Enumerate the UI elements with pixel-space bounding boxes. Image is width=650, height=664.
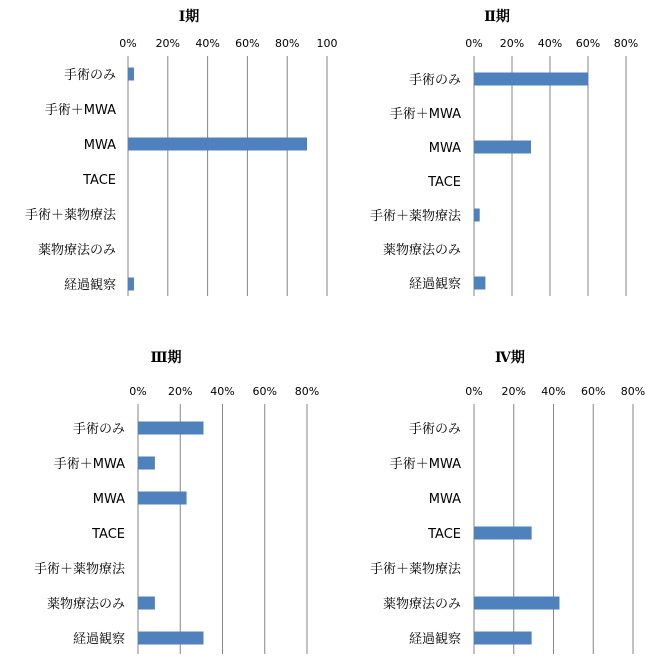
chart-2-category-label: 手術＋MWA	[389, 107, 461, 122]
chart-2-tick-label: 0%	[465, 37, 483, 50]
chart-1-bar	[128, 68, 134, 81]
chart-2-tick-label: 20%	[499, 37, 525, 50]
chart-4-category-label: MWA	[428, 492, 461, 507]
chart-2-bar	[474, 277, 485, 290]
chart-1-category-label: TACE	[83, 173, 116, 188]
chart-3-tick-label: 80%	[294, 385, 320, 398]
chart-1-title: Ⅰ期	[178, 9, 200, 25]
chart-1-tick-label: 80%	[274, 37, 300, 50]
chart-1-tick-label: 0%	[119, 37, 137, 50]
chart-3-bar	[138, 457, 155, 470]
chart-3-bar	[138, 632, 203, 645]
chart-1-category-label: 手術＋MWA	[44, 103, 116, 118]
chart-1-category-label: MWA	[83, 138, 116, 153]
chart-4-category-label: TACE	[428, 527, 461, 542]
chart-2-tick-label: 80%	[613, 37, 639, 50]
chart-2-tick-label: 40%	[537, 37, 563, 50]
chart-1-bar	[128, 278, 134, 291]
chart-3-bar	[138, 492, 187, 505]
chart-3-category-label: MWA	[92, 492, 125, 507]
chart-3-tick-label: 60%	[252, 385, 277, 398]
chart-4-tick-label: 0%	[465, 385, 483, 398]
chart-3-tick-label: 0%	[129, 385, 147, 398]
chart-3-tick-label: 40%	[210, 385, 235, 398]
chart-2-category-label: 薬物療法のみ	[382, 243, 461, 258]
chart-4-bar	[474, 632, 532, 645]
chart-3-category-label: 薬物療法のみ	[46, 597, 125, 612]
chart-1-category-label: 経過観察	[63, 278, 116, 293]
chart-4-tick-label: 80%	[620, 385, 646, 398]
chart-2-category-label: 経過観察	[408, 277, 461, 292]
chart-4-tick-label: 40%	[541, 385, 566, 398]
chart-2-tick-label: 60%	[575, 37, 601, 50]
chart-3-category-label: 手術＋MWA	[53, 457, 125, 472]
chart-4-title: Ⅳ期	[495, 350, 525, 366]
chart-3-category-label: TACE	[92, 527, 125, 542]
chart-4-tick-label: 60%	[581, 385, 606, 398]
chart-1-category-label: 薬物療法のみ	[37, 243, 116, 258]
chart-1-tick-label: 60%	[235, 37, 260, 50]
chart-2-category-label: MWA	[428, 141, 461, 156]
chart-2-bar	[474, 73, 588, 86]
chart-3-category-label: 手術＋薬物療法	[33, 562, 125, 577]
chart-4-bar	[474, 597, 559, 610]
chart-2-bar	[474, 141, 531, 154]
chart-1-category-label: 手術＋薬物療法	[24, 208, 116, 223]
chart-1-category-label: 手術のみ	[63, 68, 116, 83]
chart-2-title: Ⅱ期	[484, 9, 510, 25]
chart-4-tick-label: 20%	[501, 385, 526, 398]
chart-2-category-label: TACE	[428, 175, 461, 190]
chart-1-tick-label: 20%	[155, 37, 181, 50]
chart-1-tick-label: 100	[316, 37, 338, 50]
chart-4-category-label: 手術＋MWA	[389, 457, 461, 472]
chart-2-category-label: 手術＋薬物療法	[369, 209, 461, 224]
chart-4-bar	[474, 527, 532, 540]
chart-3-tick-label: 20%	[168, 385, 193, 398]
chart-4-category-label: 手術＋薬物療法	[369, 562, 461, 577]
chart-4-category-label: 手術のみ	[408, 422, 461, 437]
chart-3-bar	[138, 422, 203, 435]
chart-3-title: Ⅲ期	[150, 350, 182, 366]
chart-4-category-label: 薬物療法のみ	[382, 597, 461, 612]
chart-1-tick-label: 40%	[195, 37, 220, 50]
chart-1-bar	[128, 138, 307, 151]
chart-4-category-label: 経過観察	[408, 632, 461, 647]
chart-2-bar	[474, 209, 480, 222]
chart-3-bar	[138, 597, 155, 610]
chart-3-category-label: 手術のみ	[72, 422, 125, 437]
chart-2-category-label: 手術のみ	[408, 73, 461, 88]
chart-3-category-label: 経過観察	[72, 632, 125, 647]
